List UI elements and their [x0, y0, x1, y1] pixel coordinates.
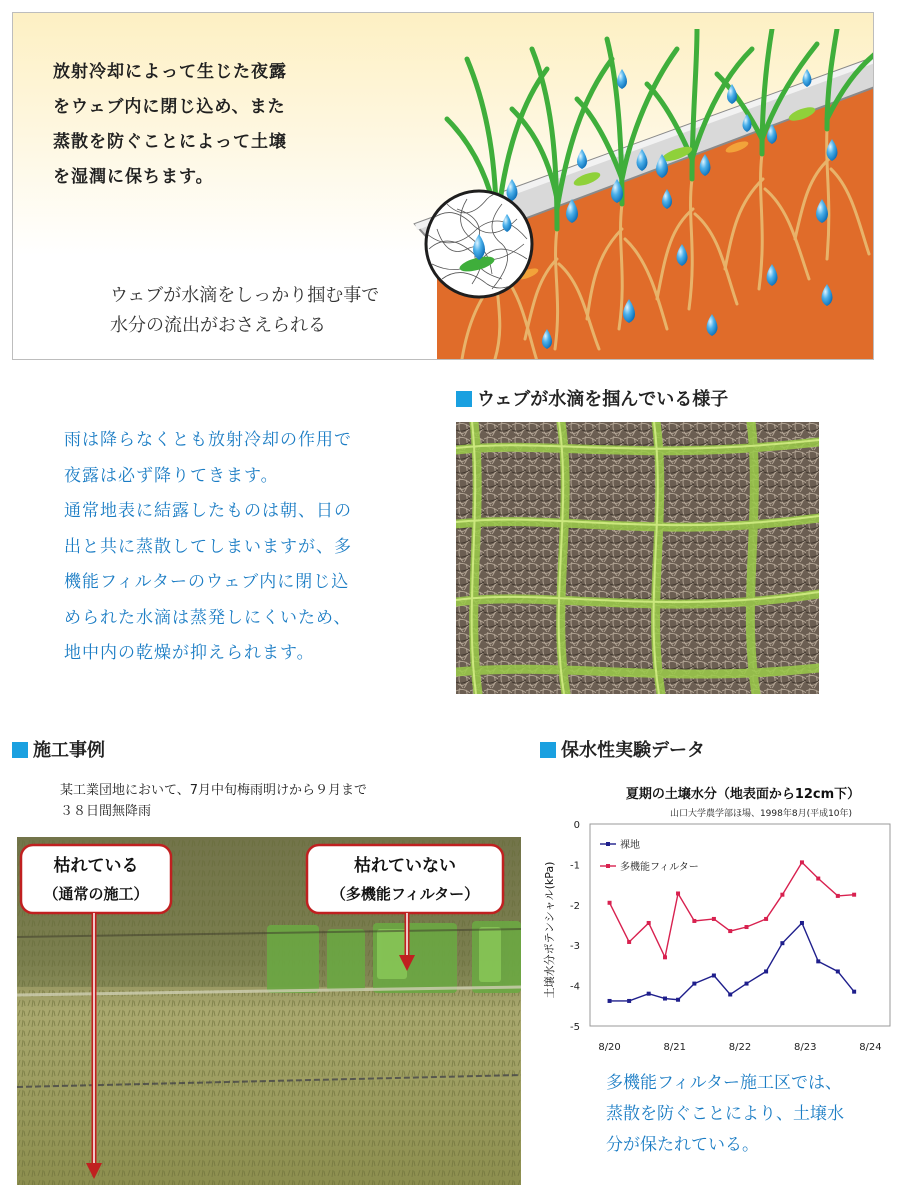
top-line: をウェブ内に閉じ込め、また: [53, 97, 286, 117]
y-tick-label: -4: [570, 981, 580, 993]
conclusion-line: 分が保たれている。: [606, 1135, 759, 1155]
body-line: 出と共に蒸散してしまいますが、多: [64, 536, 352, 557]
y-tick-label: 0: [573, 820, 580, 831]
data-point: [816, 877, 820, 881]
body-line: 夜露は必ず降りてきます。: [64, 465, 279, 486]
callout-right-sub: （多機能フィルター）: [330, 885, 480, 903]
caption-line: ウェブが水滴をしっかり掴む事で: [110, 285, 380, 306]
data-point: [663, 997, 667, 1001]
data-point: [852, 893, 856, 897]
plot-area: [590, 824, 890, 1026]
body-line: 某工業団地において、7月中旬梅雨明けから９月まで: [60, 783, 368, 798]
top-panel: [12, 12, 874, 360]
web-section-heading: [456, 385, 728, 411]
data-point: [608, 901, 612, 905]
legend-label: 裸地: [620, 840, 640, 851]
data-point: [627, 999, 631, 1003]
data-point: [692, 982, 696, 986]
body-line: ３８日間無降雨: [60, 804, 152, 819]
callout-left: [21, 845, 171, 913]
chart-subtitle: 山口大学農学部ほ場、1998年8月(平成10年): [669, 809, 853, 819]
data-point: [764, 969, 768, 973]
data-point: [676, 998, 680, 1002]
case-section-heading: [12, 736, 105, 762]
legend-label: 多機能フィルター: [620, 862, 699, 873]
data-point: [676, 891, 680, 895]
body-line: 機能フィルターのウェブ内に閉じ込: [64, 572, 350, 592]
data-point: [728, 992, 732, 996]
data-point: [836, 894, 840, 898]
conclusion-line: 多機能フィルター施工区では、: [606, 1073, 842, 1093]
construction-site-photo: [17, 837, 521, 1185]
body-line: 雨は降らなくとも放射冷却の作用で: [64, 430, 352, 450]
case-description: [60, 780, 367, 822]
top-line: を湿潤に保ちます。: [53, 167, 214, 187]
y-tick-label: -5: [570, 1022, 580, 1033]
caption-line: 水分の流出がおさえられる: [110, 315, 326, 336]
data-point: [745, 982, 749, 986]
callout-right-title: 枯れていない: [354, 856, 456, 876]
x-tick-label: 8/23: [793, 1042, 817, 1053]
top-caption: [110, 281, 379, 341]
data-point: [800, 921, 804, 925]
data-point: [712, 974, 716, 978]
data-point: [816, 959, 820, 963]
dew-description: [64, 423, 352, 672]
y-tick-label: -2: [570, 900, 580, 912]
callout-right: [307, 845, 503, 913]
x-tick-label: 8/24: [859, 1042, 882, 1053]
data-point: [712, 917, 716, 921]
legend-marker: [606, 864, 610, 868]
x-tick-label: 8/22: [728, 1042, 752, 1053]
data-point: [836, 969, 840, 973]
data-point: [780, 893, 784, 897]
heading-text: 施工事例: [33, 740, 105, 761]
chart-conclusion: [606, 1068, 844, 1161]
y-tick-label: -3: [570, 941, 580, 953]
data-point: [728, 929, 732, 933]
body-line: 通常地表に結露したものは朝、日の: [64, 501, 352, 521]
callout-left-sub: （通常の施工）: [43, 885, 149, 903]
square-bullet-icon: [12, 742, 28, 758]
chart-title: 夏期の土壌水分（地表面から12cm下）: [625, 787, 861, 802]
web-closeup-photo: [456, 422, 819, 694]
square-bullet-icon: [540, 742, 556, 758]
data-point: [663, 955, 667, 959]
data-point: [647, 992, 651, 996]
y-axis-label: 土壌水分ポテンシャル(kPa): [543, 861, 556, 999]
x-tick-label: 8/21: [663, 1042, 687, 1053]
conclusion-line: 蒸散を防ぐことにより、土壌水: [606, 1104, 844, 1124]
legend-marker: [606, 842, 610, 846]
body-line: 地中内の乾燥が抑えられます。: [64, 643, 315, 663]
data-point: [852, 990, 856, 994]
data-point: [800, 860, 804, 864]
heading-text: ウェブが水滴を掴んでいる様子: [477, 389, 729, 410]
soil-moisture-chart: [535, 778, 895, 1058]
square-bullet-icon: [456, 391, 472, 407]
data-point: [745, 925, 749, 929]
data-section-heading: [540, 736, 705, 762]
data-point: [764, 917, 768, 921]
top-line: 放射冷却によって生じた夜露: [53, 62, 287, 82]
body-line: められた水滴は蒸発しにくいため、: [64, 607, 352, 628]
callout-left-title: 枯れている: [53, 856, 139, 876]
heading-text: 保水性実験データ: [561, 740, 705, 761]
data-point: [647, 921, 651, 925]
data-point: [692, 919, 696, 923]
data-point: [608, 999, 612, 1003]
data-point: [627, 940, 631, 944]
top-line: 蒸散を防ぐことによって土壌: [53, 132, 287, 152]
y-tick-label: -1: [570, 860, 580, 872]
x-tick-label: 8/20: [598, 1042, 621, 1053]
top-description: [53, 55, 287, 195]
data-point: [780, 941, 784, 945]
soil-web-illustration: [407, 29, 874, 360]
